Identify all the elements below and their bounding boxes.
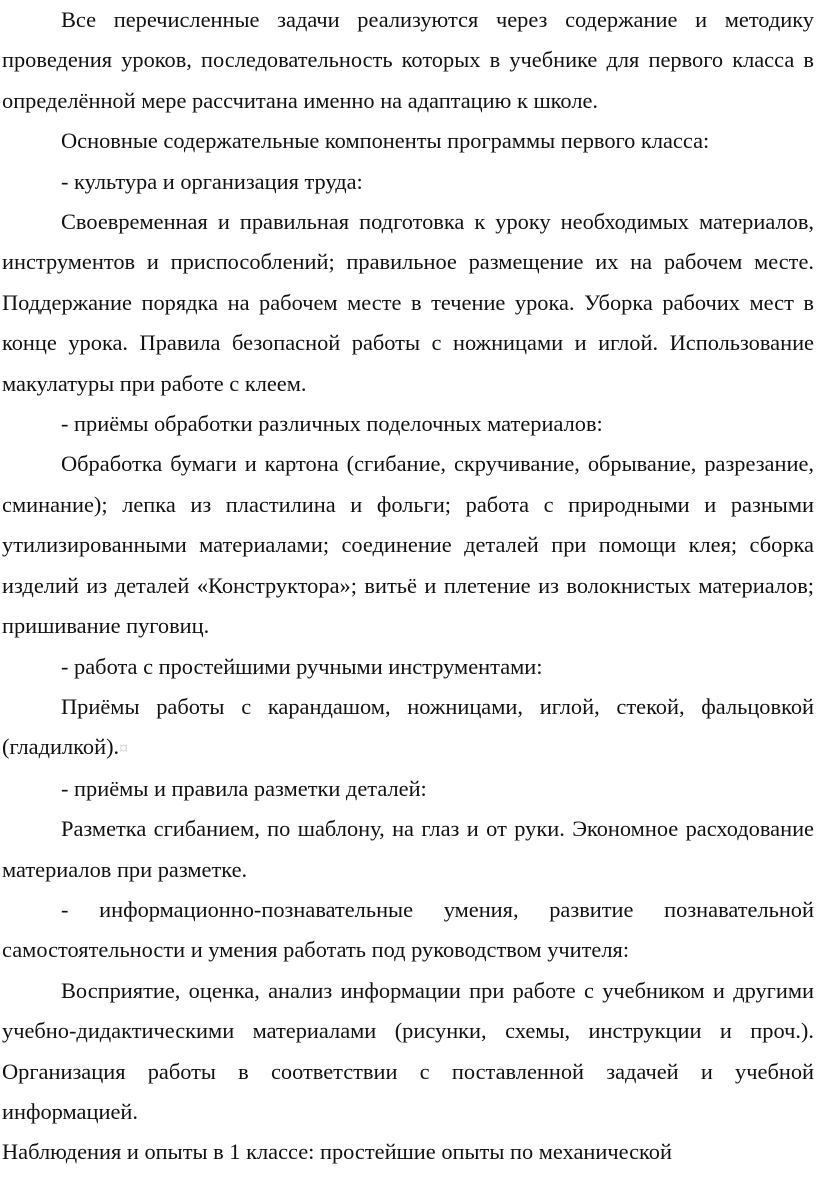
document-page [2, 0, 814, 1173]
list-heading-material-processing: - приёмы обработки различных поделочных материалов: [61, 411, 603, 437]
list-heading-work-culture: - культура и организация труда: [61, 168, 363, 194]
list-heading-information-skills: - информационно-познавательные умения, развитие познавательной самостоятельности и умения работать под руководством учителя: [2, 896, 814, 963]
formatting-mark: ¤ [119, 738, 129, 759]
paragraph-information-skills: Восприятие, оценка, анализ информации при работе с учебником и другими учебно-дидактическими материалами (рисунки, схемы, инструкции и проч.). Организация работы в соответствии с поставленной задачей и учебной информацией. [2, 977, 814, 1124]
paragraph-hand-tools-text: Приёмы работы с карандашом, ножницами, иглой, стекой, фальцовкой (гладилкой). [2, 693, 814, 760]
paragraph-observations: Наблюдения и опыты в 1 классе: простейшие опыты по механической [2, 1139, 672, 1165]
list-heading-hand-tools: - работа с простейшими ручными инструментами: [61, 653, 543, 679]
paragraph-components-heading: Основные содержательные компоненты программы первого класса: [61, 128, 710, 154]
paragraph-material-processing: Обработка бумаги и картона (сгибание, скручивание, обрывание, разрезание, сминание); лепка из пластилина и фольги; работа с природными и разными утилизированными материалами; соединение деталей при помощи клея; сборка изделий из деталей «Конструктора»; витьё и плетение из волокнистых материалов; пришивание пуговиц. [2, 451, 814, 639]
paragraph-intro: Все перечисленные задачи реализуются через содержание и методику проведения уроков, последовательность которых в учебнике для первого класса в определённой мере рассчитана именно на адаптацию к школе. [2, 7, 814, 113]
paragraph-work-culture: Своевременная и правильная подготовка к уроку необходимых материалов, инструментов и приспособлений; правильное размещение их на рабочем месте. Поддержание порядка на рабочем месте в течение урока. Уборка рабочих мест в конце урока. Правила безопасной работы с ножницами и иглой. Использование макулатуры при работе с клеем. [2, 209, 814, 396]
paragraph-marking: Разметка сгибанием, по шаблону, на глаз и от руки. Экономное расходование материалов при разметке. [2, 816, 814, 882]
paragraph-hand-tools [2, 687, 814, 769]
list-heading-marking: - приёмы и правила разметки деталей: [61, 775, 427, 801]
